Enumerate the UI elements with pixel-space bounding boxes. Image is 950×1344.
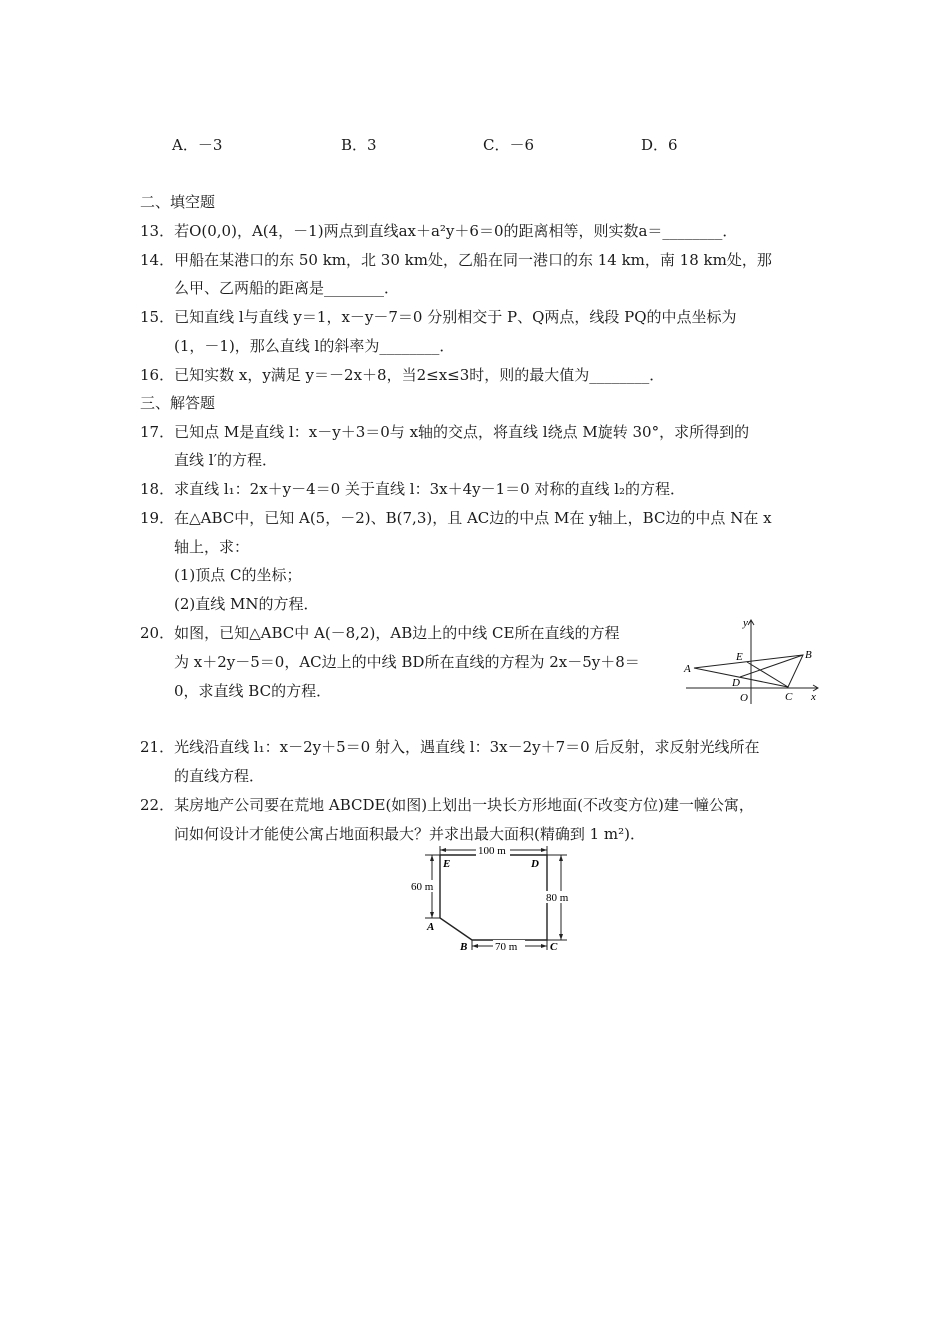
label-d: D	[531, 858, 539, 870]
question-16: 16．已知实数 x，y满足 y＝－2x＋8，当2≤x≤3时，则的最大值为________．	[140, 366, 665, 384]
question-18: 18．求直线 l₁：2x＋y－4＝0 关于直线 l：3x＋4y－1＝0 对称的直线 l₂的方程．	[140, 480, 686, 498]
question-17-line-1: 17．已知点 M是直线 l：x－y＋3＝0与 x轴的交点，将直线 l绕点 M旋转 30°，求所得到的	[140, 423, 750, 441]
figure-land-abcde	[405, 842, 575, 954]
question-21-line-2: 的直线方程．	[174, 767, 265, 785]
dim-label-right: 80 m	[546, 892, 569, 904]
label-a: A	[684, 663, 691, 675]
question-19-part-1: (1)顶点 C的坐标；	[174, 566, 302, 584]
question-19-part-2: (2)直线 MN的方程．	[174, 595, 319, 613]
section-heading-solve: 三、解答题	[140, 394, 216, 412]
label-y: y	[743, 617, 748, 629]
label-a: A	[427, 921, 435, 933]
option-a: A．－3	[172, 136, 223, 154]
label-e: E	[736, 651, 743, 663]
question-14-line-1: 14．甲船在某港口的东 50 km，北 30 km处，乙船在同一港口的东 14 km，南 18 km处，那	[140, 251, 772, 269]
option-b: B．3	[341, 136, 377, 154]
label-d: D	[732, 677, 740, 689]
section-heading-fill-in: 二、填空题	[140, 193, 216, 211]
question-21-line-1: 21．光线沿直线 l₁：x－2y＋5＝0 射入，遇直线 l：3x－2y＋7＝0 后反射，求反射光线所在	[140, 738, 760, 756]
label-b: B	[805, 649, 812, 661]
label-e: E	[443, 858, 451, 870]
question-15-line-2: (1，－1)，那么直线 l的斜率为________．	[174, 337, 455, 355]
question-14-line-2: 么甲、乙两船的距离是________．	[174, 279, 400, 297]
label-x: x	[811, 691, 816, 703]
label-c: C	[785, 691, 793, 703]
question-19-line-2: 轴上，求：	[174, 538, 250, 556]
question-20-line-1: 20．如图，已知△ABC中 A(－8,2)，AB边上的中线 CE所在直线的方程	[140, 624, 620, 642]
question-15-line-1: 15．已知直线 l与直线 y＝1，x－y－7＝0 分别相交于 P、Q两点，线段 PQ的中点坐标为	[140, 308, 737, 326]
dim-label-top: 100 m	[478, 845, 506, 857]
question-20-line-3: 0，求直线 BC的方程．	[174, 682, 332, 700]
label-c: C	[550, 941, 558, 953]
question-22-line-2: 问如何设计才能使公寓占地面积最大？并求出最大面积(精确到 1 m²)．	[174, 825, 646, 843]
question-13: 13．若O(0,0)，A(4，－1)两点到直线ax＋a²y＋6＝0的距离相等，则实数a＝________．	[140, 222, 738, 240]
question-17-line-2: 直线 l′的方程．	[174, 451, 277, 469]
question-20-line-2: 为 x＋2y－5＝0，AC边上的中线 BD所在直线的方程为 2x－5y＋8＝	[174, 653, 640, 671]
option-d: D．6	[641, 136, 678, 154]
question-19-line-1: 19．在△ABC中，已知 A(5，－2)、B(7,3)，且 AC边的中点 M在 y轴上，BC边的中点 N在 x	[140, 509, 772, 527]
figure-triangle-abc	[682, 614, 822, 710]
dim-label-bottom: 70 m	[495, 941, 518, 953]
label-o: O	[740, 692, 748, 704]
triangle-abc	[694, 655, 803, 687]
label-b: B	[460, 941, 468, 953]
question-22-line-1: 22．某房地产公司要在荒地 ABCDE(如图)上划出一块长方形地面(不改变方位)建一幢公寓，	[140, 796, 754, 814]
option-c: C．－6	[483, 136, 535, 154]
dim-label-left: 60 m	[411, 881, 434, 893]
